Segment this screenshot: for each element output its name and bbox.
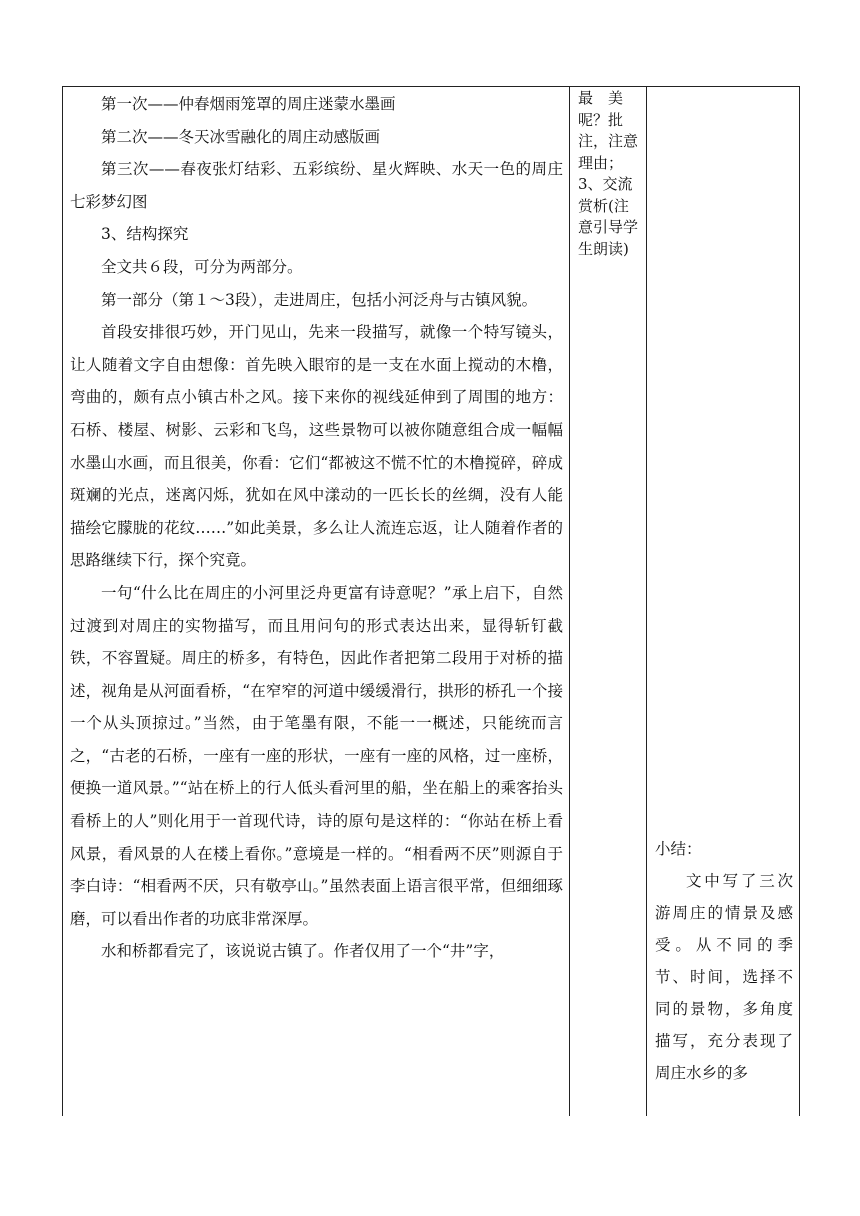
teaching-content-column bbox=[70, 88, 563, 968]
table-right-border bbox=[799, 86, 800, 1116]
summary-label: 小结： bbox=[655, 840, 702, 858]
paragraph-town-analysis: 水和桥都看完了，该说说古镇了。作者仅用了一个“井”字， bbox=[101, 942, 505, 961]
activity-column bbox=[578, 88, 640, 260]
paragraph-third-visit: 第三次——春夜张灯结彩、五彩缤纷、星火辉映、水天一色的周庄七彩梦幻图 bbox=[70, 160, 563, 211]
paragraph-overview: 全文共６段，可分为两部分。 bbox=[101, 257, 303, 276]
paragraph-bridge-analysis: 一句“什么比在周庄的小河里泛舟更富有诗意呢？”承上启下，自然过渡到对周庄的实物描写，而且用问句的形式表达出来，显得斩钉截铁，不容置疑。周庄的桥多，有特色，因此作者把第二段用于对桥的描述，视角是从河面看桥，“在窄窄的河道中缓缓滑行，拱形的桥孔一个接一个从头顶掠过。”当然，由于笔墨有限，不能一一概述，只能统而言之，“古老的石桥，一座有一座的形状，一座有一座的风格，过一座桥，便换一道风景。”“站在桥上的行人低头看河里的船，坐在船上的乘客抬头看桥上的人”则化用于一首现代诗，诗的原句是这样的：“你站在桥上看风景，看风景的人在楼上看你。”意境是一样的。“相看两不厌”则源自于李白诗：“相看两不厌，只有敬亭山。”虽然表面上语言很平常，但细细琢磨，可以看出作者的功底非常深厚。 bbox=[70, 583, 563, 928]
column-divider-2 bbox=[646, 86, 647, 1116]
paragraph-first-visit: 第一次——仲春烟雨笼罩的周庄迷蒙水墨画 bbox=[101, 95, 396, 113]
paragraph-part-one: 第一部分（第１～3段），走进周庄，包括小河泛舟与古镇风貌。 bbox=[101, 290, 538, 309]
table-top-border bbox=[62, 86, 800, 87]
section-heading-structure: 3、结构探究 bbox=[101, 225, 189, 244]
paragraph-second-visit: 第二次——冬天冰雪融化的周庄动感版画 bbox=[101, 127, 381, 146]
summary-column bbox=[655, 833, 793, 1089]
activity-text: 最 美呢？批注，注意理由；3、交流赏析(注意引导学生朗读) bbox=[578, 89, 639, 258]
summary-text: 文中写了三次游周庄的情景及感受。从不同的季节、时间，选择不同的景物，多角度描写，充分表现了周庄水乡的多 bbox=[655, 872, 793, 1082]
table-left-border bbox=[62, 86, 63, 1116]
paragraph-first-section-analysis: 首段安排很巧妙，开门见山，先来一段描写，就像一个特写镜头，让人随着文字自由想像：首先映入眼帘的是一支在水面上搅动的木橹，弯曲的，颇有点小镇古朴之风。接下来你的视线延伸到了周围的地方：石桥、楼屋、树影、云彩和飞鸟，这些景物可以被你随意组合成一幅幅水墨山水画，而且很美，你看：它们“都被这不慌不忙的木橹搅碎，碎成斑斓的光点，迷离闪烁，犹如在风中漾动的一匹长长的丝绸，没有人能描绘它朦胧的花纹……”如此美景，多么让人流连忘返，让人随着作者的思路继续下行，探个究竟。 bbox=[70, 323, 563, 570]
column-divider-1 bbox=[569, 86, 570, 1116]
